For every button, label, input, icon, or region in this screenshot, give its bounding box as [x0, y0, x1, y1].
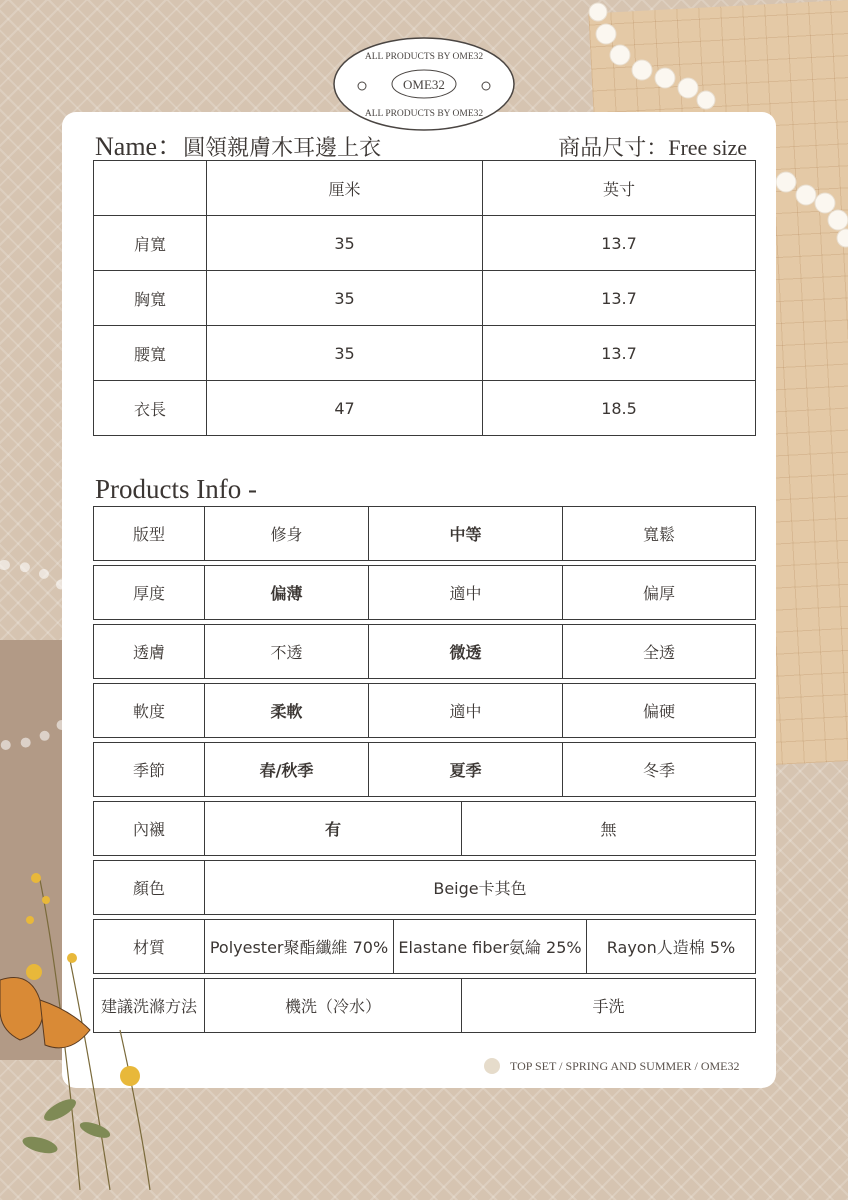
- logo-ring-text-bottom: ALL PRODUCTS BY OME32: [364, 109, 484, 119]
- logo-ring-text-top: ALL PRODUCTS BY OME32: [364, 52, 484, 62]
- size-row-cm: 35: [207, 326, 483, 381]
- info-option-selected: 偏薄: [205, 566, 369, 620]
- info-label: 內襯: [94, 802, 205, 856]
- footer-dot-icon: [484, 1058, 500, 1074]
- info-option-selected: 微透: [369, 625, 563, 679]
- info-option: 機洗（冷水）: [205, 979, 462, 1033]
- size-row-inch: 18.5: [483, 381, 756, 436]
- product-name: 圓領親膚木耳邊上衣: [183, 135, 382, 160]
- info-label: 顏色: [94, 861, 205, 915]
- table-row: [94, 326, 756, 381]
- info-label: 版型: [94, 507, 205, 561]
- flower-butterfly-decoration: [0, 860, 230, 1200]
- info-label: 軟度: [94, 684, 205, 738]
- size-row-label: 肩寬: [94, 216, 207, 271]
- product-size-heading: [558, 131, 747, 162]
- material-value: Elastane fiber氨綸 25%: [394, 920, 587, 974]
- size-header-blank: [94, 161, 207, 216]
- info-row-softness: [93, 683, 756, 738]
- info-option: 不透: [205, 625, 369, 679]
- info-option: 修身: [205, 507, 369, 561]
- info-option: 全透: [563, 625, 756, 679]
- info-label: 季節: [94, 743, 205, 797]
- info-label: 透膚: [94, 625, 205, 679]
- size-header-inch: 英寸: [483, 161, 756, 216]
- info-option: 無: [462, 802, 756, 856]
- footer-text: TOP SET / SPRING AND SUMMER / OME32: [510, 1058, 740, 1073]
- info-label: 建議洗滌方法: [94, 979, 205, 1033]
- table-row: [94, 271, 756, 326]
- info-option-selected: 有: [205, 802, 462, 856]
- info-option: 寬鬆: [563, 507, 756, 561]
- info-option-selected: 柔軟: [205, 684, 369, 738]
- info-row-season: [93, 742, 756, 797]
- info-row-lining: [93, 801, 756, 856]
- size-header-cm: 厘米: [207, 161, 483, 216]
- info-option: 冬季: [563, 743, 756, 797]
- info-row-thickness: [93, 565, 756, 620]
- info-option: 適中: [369, 684, 563, 738]
- products-info-title: Products Info -: [95, 474, 257, 504]
- size-value: Free size: [668, 135, 747, 160]
- size-table-header-row: [94, 161, 756, 216]
- size-row-cm: 47: [207, 381, 483, 436]
- info-option: 偏厚: [563, 566, 756, 620]
- material-value: Rayon人造棉 5%: [587, 920, 756, 974]
- info-option: 偏硬: [563, 684, 756, 738]
- size-row-label: 胸寬: [94, 271, 207, 326]
- table-row: [94, 216, 756, 271]
- size-row-inch: 13.7: [483, 326, 756, 381]
- size-row-inch: 13.7: [483, 216, 756, 271]
- info-option-selected: 春/秋季: [205, 743, 369, 797]
- size-label: 商品尺寸：: [558, 135, 669, 160]
- info-option: 適中: [369, 566, 563, 620]
- info-label: 材質: [94, 920, 205, 974]
- material-value: Polyester聚酯纖維 70%: [205, 920, 394, 974]
- size-row-cm: 35: [207, 271, 483, 326]
- logo-center-text: OME32: [403, 77, 445, 92]
- size-row-label: 腰寬: [94, 326, 207, 381]
- info-value: Beige卡其色: [205, 861, 756, 915]
- size-table: [93, 160, 756, 436]
- footer: [484, 1058, 740, 1074]
- size-row-cm: 35: [207, 216, 483, 271]
- info-option-selected: 中等: [369, 507, 563, 561]
- info-option: 手洗: [462, 979, 756, 1033]
- info-row-fit: [93, 506, 756, 561]
- table-row: [94, 381, 756, 436]
- size-row-inch: 13.7: [483, 271, 756, 326]
- info-row-sheerness: [93, 624, 756, 679]
- info-option-selected: 夏季: [369, 743, 563, 797]
- name-label: Name：: [95, 132, 184, 161]
- size-row-label: 衣長: [94, 381, 207, 436]
- info-label: 厚度: [94, 566, 205, 620]
- ome32-logo: [332, 36, 516, 132]
